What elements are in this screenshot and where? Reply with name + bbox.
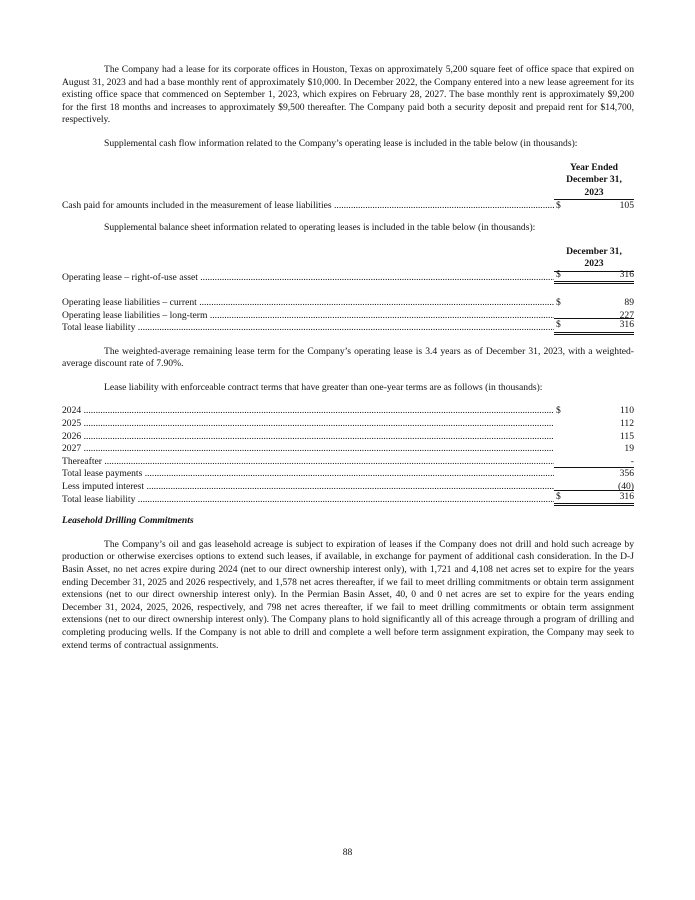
table-row (62, 490, 634, 507)
row-label: Operating lease liabilities – long-term ..... (62, 310, 554, 323)
paragraph-lease-liability-intro: Lease liability with enforceable contract terms that have greater than one-year terms are as follows (in thousands): (104, 381, 543, 393)
cash-flow-table (62, 162, 634, 213)
paragraph-office-lease: The Company had a lease for its corporate offices in Houston, Texas on approximately 5,200 square feet of office space that expired on August 31, 2023 and had a base monthly rent of approximately $10,000. In December 2022, the Company entered into a new lease agreement for its existing office space that commenced on September 1, 2023, which expires on February 28, 2027. The base monthly rent is approximately $9,200 for the first 18 months and increases to approximately $9,500 thereafter. The Company paid both a security deposit and prepaid rent for $14,700, respectively. (62, 64, 634, 126)
table-row (62, 468, 634, 481)
document-page (62, 64, 634, 652)
row-label: Thereafter ..... (62, 456, 554, 469)
table-row (62, 431, 634, 444)
header-line: 2023 (584, 186, 604, 198)
page-number: 88 (342, 847, 353, 858)
row-label: Total lease payments ..... (62, 468, 554, 481)
row-value: 105 (619, 200, 634, 212)
table-row (62, 297, 634, 310)
paragraph-weighted-average: The weighted-average remaining lease term for the Company’s operating lease is 3.4 years as of December 31, 2023, with a weighted-average discount rate of 7.90%. (62, 345, 634, 370)
header-line: Year Ended (569, 161, 619, 173)
dollar-sign: $ (556, 405, 561, 417)
row-label: Operating lease – right-of-use asset ..... (62, 272, 554, 285)
row-label: 2026 ..... (62, 431, 554, 444)
row-label: Total lease liability ..... (62, 494, 554, 507)
table-row (62, 310, 634, 323)
table-row (62, 418, 634, 431)
table-row (62, 443, 634, 456)
row-value: 316 (619, 319, 634, 331)
dollar-sign: $ (556, 319, 561, 331)
paragraph-cash-flow-intro: Supplemental cash flow information related to the Company’s operating lease is included in the table below (in thousands): (104, 137, 578, 149)
row-value: (40) (618, 481, 634, 493)
row-label: 2027 ..... (62, 443, 554, 456)
row-value: 316 (619, 490, 634, 502)
header-line: 2023 (584, 258, 604, 270)
dollar-sign: $ (556, 268, 561, 280)
row-value: 112 (619, 418, 634, 430)
table-header (554, 162, 634, 201)
row-value: 110 (619, 405, 634, 417)
table-row (62, 405, 634, 418)
row-label: 2025 ..... (62, 418, 554, 431)
table-row (62, 200, 634, 213)
dollar-sign: $ (556, 490, 561, 502)
row-label: Total lease liability ..... (62, 322, 554, 335)
row-value: 89 (624, 296, 634, 308)
header-line: December 31, (566, 174, 622, 186)
lease-liability-table (62, 405, 634, 506)
dollar-sign: $ (556, 200, 561, 212)
header-line: December 31, (566, 245, 622, 257)
dollar-sign: $ (556, 296, 561, 308)
row-value: 115 (619, 430, 634, 442)
row-label: Cash paid for amounts included in the measurement of lease liabilities ..... (62, 200, 554, 213)
section-title: Leasehold Drilling Commitments (62, 515, 194, 527)
row-label: Less imputed interest ..... (62, 481, 554, 494)
table-row (62, 481, 634, 494)
row-value: 19 (624, 443, 634, 455)
paragraph-balance-sheet-intro: Supplemental balance sheet information related to operating leases is included in the table below (in thousands): (104, 221, 536, 233)
row-label: Operating lease liabilities – current ..... (62, 297, 554, 310)
row-value: 316 (619, 268, 634, 280)
table-row (62, 319, 634, 335)
table-row (62, 456, 634, 469)
balance-sheet-table (62, 246, 634, 335)
table-row (62, 268, 634, 285)
row-value: - (630, 455, 634, 467)
row-value: 227 (619, 309, 634, 321)
paragraph-drilling-commitments: The Company’s oil and gas leasehold acreage is subject to expiration of leases if the Company does not drill and hold such acreage by production or otherwise exercises options to extend such leases, if available, in exchange for payment of additional cash consideration. In the D-J Basin Asset, no net acres expire during 2024 (net to our direct ownership interest only), with 1,721 and 4,108 net acres set to expire for the years ending December 31, 2025 and 2026 respectively, and 1,578 net acres thereafter, if we fail to meet drilling commitments or obtain term assignment extensions (net to our direct ownership interest only). In the Permian Basin Asset, 40, 0 and 0 net acres are set to expire for the years ending December 31, 2024, 2025, 2026, respectively, and 798 net acres thereafter, if we fail to meet drilling commitments or obtain term assignment extensions (net to our direct ownership interest only). The Company plans to hold significantly all of this acreage through a program of drilling and completing producing wells. If the Company is not able to drill and complete a well before term assignment expiration, the Company may seek to extend terms of contractual assignments. (62, 538, 634, 651)
row-value: 356 (619, 468, 634, 480)
row-label: 2024 ..... (62, 405, 554, 418)
